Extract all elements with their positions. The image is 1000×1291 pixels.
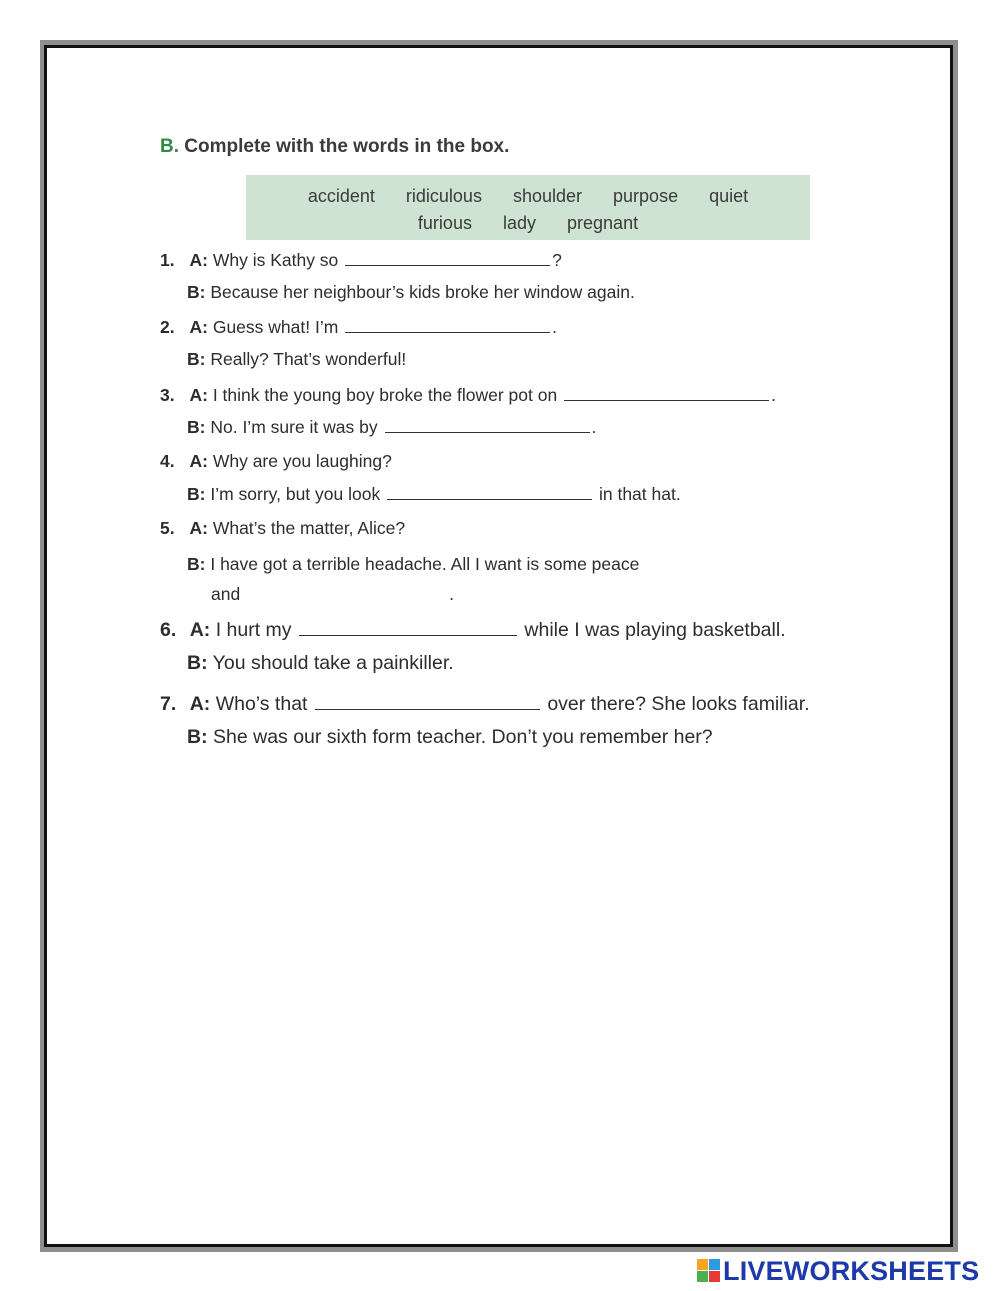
speaker-a-label: A: — [189, 250, 208, 270]
speaker-b-label: B: — [187, 726, 208, 748]
item-6-b-line — [187, 652, 454, 675]
word-box-row-2 — [246, 210, 810, 237]
item-number: 6. — [160, 619, 177, 641]
item-7-b-line — [187, 726, 713, 749]
response-text: I’m sorry, but you look — [210, 484, 381, 504]
speaker-b-label: B: — [187, 417, 206, 437]
item-1-a-line — [160, 249, 562, 271]
item-number: 7. — [160, 693, 177, 715]
response-text-end: in that hat. — [598, 484, 681, 504]
word-option: furious — [417, 213, 472, 233]
item-5-b-line — [187, 554, 639, 575]
response-text: You should take a painkiller. — [212, 652, 454, 674]
speaker-a-label: A: — [189, 619, 211, 641]
response-text-end: . — [591, 417, 597, 437]
response-text: and — [211, 584, 241, 604]
speaker-a-label: A: — [189, 518, 208, 538]
item-2-a-line — [160, 316, 557, 338]
item-number: 5. — [160, 518, 175, 538]
word-option: pregnant — [567, 213, 639, 233]
question-text: Why are you laughing? — [212, 451, 392, 471]
word-option: purpose — [613, 186, 679, 206]
question-text: Guess what! I’m — [212, 317, 339, 337]
word-option: lady — [502, 213, 536, 233]
item-number: 4. — [160, 451, 175, 471]
answer-blank-2[interactable] — [345, 316, 550, 333]
item-number: 3. — [160, 385, 175, 405]
speaker-b-label: B: — [187, 349, 206, 369]
item-number: 2. — [160, 317, 175, 337]
item-5-a-line — [160, 518, 405, 539]
speaker-b-label: B: — [187, 652, 208, 674]
word-option: quiet — [709, 186, 749, 206]
item-3-b-line — [187, 416, 596, 438]
response-text: No. I’m sure it was by — [210, 417, 378, 437]
question-text-end: over there? She looks familiar. — [547, 693, 810, 715]
answer-blank-7[interactable] — [315, 691, 540, 710]
item-5-b-continuation — [211, 583, 454, 605]
question-text-end: . — [552, 317, 558, 337]
exercise-letter: B. — [160, 136, 179, 157]
item-3-a-line — [160, 384, 776, 406]
speaker-b-label: B: — [187, 484, 206, 504]
answer-blank-6[interactable] — [299, 617, 517, 636]
question-text: Who’s that — [215, 693, 308, 715]
item-1-b-line — [187, 282, 635, 303]
speaker-b-label: B: — [187, 554, 206, 574]
item-6-a-line — [160, 617, 786, 642]
answer-blank-3a[interactable] — [564, 384, 769, 401]
word-box — [246, 175, 810, 240]
word-box-row-1 — [246, 183, 810, 210]
answer-blank-5[interactable] — [247, 583, 447, 600]
item-4-a-line — [160, 451, 392, 472]
answer-blank-1[interactable] — [345, 249, 550, 266]
item-4-b-line — [187, 483, 681, 505]
response-text: Really? That’s wonderful! — [210, 349, 407, 369]
word-option: accident — [307, 186, 375, 206]
item-7-a-line — [160, 691, 810, 716]
question-text-end: ? — [552, 250, 562, 270]
question-text-end: . — [771, 385, 776, 405]
exercise-instruction: Complete with the words in the box. — [184, 136, 510, 157]
question-text: Why is Kathy so — [212, 250, 339, 270]
question-text: I hurt my — [215, 619, 292, 641]
question-text: I think the young boy broke the flower pot on — [212, 385, 558, 405]
response-text: Because her neighbour’s kids broke her window again. — [210, 282, 635, 302]
speaker-a-label: A: — [189, 385, 208, 405]
speaker-a-label: A: — [189, 693, 211, 715]
response-text: I have got a terrible headache. All I want is some peace — [210, 554, 640, 574]
speaker-a-label: A: — [189, 451, 208, 471]
word-option: ridiculous — [405, 186, 482, 206]
question-text: What’s the matter, Alice? — [212, 518, 406, 538]
item-number: 1. — [160, 250, 175, 270]
word-option: shoulder — [512, 186, 583, 206]
speaker-a-label: A: — [189, 317, 208, 337]
item-2-b-line — [187, 349, 406, 370]
question-text-end: while I was playing basketball. — [524, 619, 786, 641]
answer-blank-3b[interactable] — [385, 416, 590, 433]
logo-blocks-icon — [697, 1259, 721, 1283]
logo-text: LIVEWORKSHEETS — [723, 1256, 980, 1286]
response-text: She was our sixth form teacher. Don’t you remember her? — [213, 726, 713, 748]
speaker-b-label: B: — [187, 282, 206, 302]
answer-blank-4[interactable] — [387, 483, 592, 500]
response-text-end: . — [449, 584, 454, 604]
exercise-heading — [160, 136, 509, 158]
